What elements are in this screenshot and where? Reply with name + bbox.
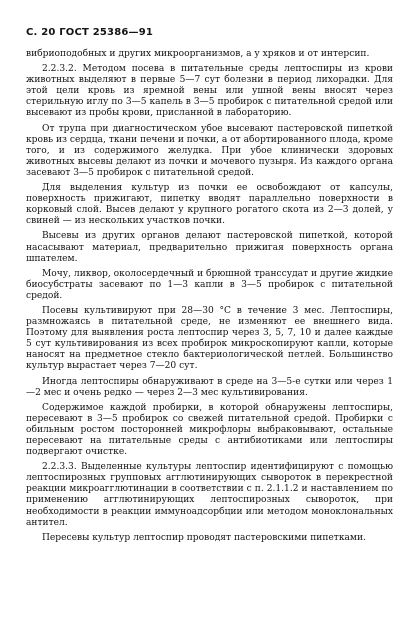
paragraph: Пересевы культур лептоспир проводят пастеровскими пипетками. — [42, 532, 366, 543]
page-header: С. 20 ГОСТ 25386—91 — [26, 27, 154, 38]
paragraph: От трупа при диагностическом убое высевают пастеровской пипеткой кровь из сердца, ткани печени и почки, а от абортированного плода, кроме того, и из содержимого желудка. При убое клинически здоровых животных высевы делают из почки и мочевого пузыря. Из каждого органа засевают 3—5 пробирок с питательной средой. — [26, 123, 393, 178]
document-body — [26, 49, 393, 548]
paragraph: Посевы культивируют при 28—30 °С в течение 3 мес. Лептоспиры, размножаясь в питательной среде, не изменяют ее внешнего вида. Поэтому для выявления роста лептоспир через 3, 5, 7, 10 и далее каждые 5 сут культивирования из всех пробирок микроскопируют капли, которые наносят на предметное стекло бактериологической петлей. Большинство культур вырастает через 7—20 сут. — [26, 305, 393, 372]
paragraph: вибриоподобных и других микроорганизмов, а у хряков и от интерсип. — [26, 49, 370, 59]
paragraph: Для выделения культур из почки ее освобождают от капсулы, поверхность прижигают, пипетку вводят параллельно поверхности в корковый слой. Высев делают у крупного рогатого скота из 2—3 долей, у свиней — из нескольких участков почки. — [26, 183, 393, 227]
paragraph: Содержимое каждой пробирки, в которой обнаружены лептоспиры, пересевают в 3—5 пробирок со свежей питательной средой. Пробирки с обильным ростом посторонней микрофлоры выбраковывают, остальные пересевают на питательные среды с антибиотиками или лептоспиры подвергают очистке. — [26, 402, 393, 458]
paragraph: 2.2.3.2. Методом посева в питательные среды лептоспиры из крови животных выделяют в первые 5—7 сут болезни в период лихорадки. Для этой цели кровь из яремной вены или ушной вены вносят через стерильную иглу по 3—5 капель в 3—5 пробирок с питательной средой или высевают из пробы крови, присланной в лабораторию. — [26, 64, 393, 119]
paragraph: Иногда лептоспиры обнаруживают в среде на 3—5-е сутки или через 1—2 мес и очень редко — через 2—3 мес культивирования. — [26, 376, 393, 398]
paragraph: Мочу, ликвор, околосердечный и брюшной транссудат и другие жидкие биосубстраты засевают по 1—3 капли в 3—5 пробирок с питательной средой. — [26, 268, 393, 301]
paragraph: 2.2.3.3. Выделенные культуры лептоспир идентифицируют с помощью лептоспирозных групповых агглютинирующих сывороток в перекрестной реакции микроагглютинации в соответствии с п. 2.1.1.2 и наставлением по применению агглютинирующих лептоспирозных сывороток, при необходимости в реакции иммуноадсорбции или методом моноклональных антител. — [26, 462, 393, 528]
paragraph: Высевы из других органов делают пастеровской пипеткой, которой насасывают материал, предварительно прижигая поверхность органа шпателем. — [26, 231, 393, 264]
